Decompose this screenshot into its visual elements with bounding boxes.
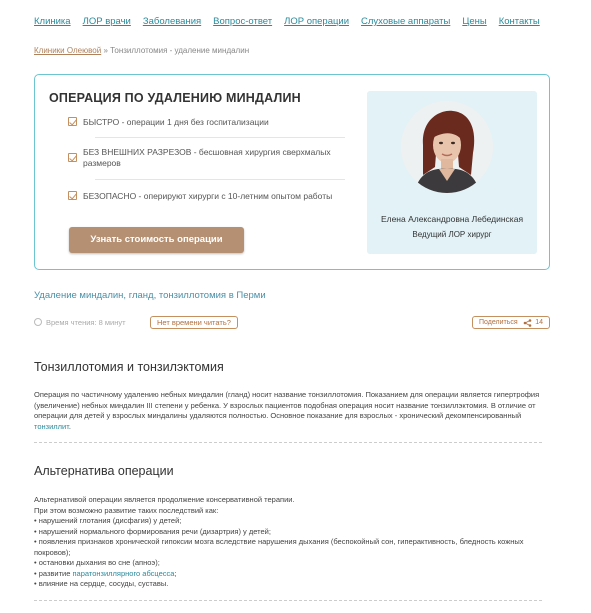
reading-time: Время чтения: 8 минут xyxy=(46,318,126,327)
benefit-divider xyxy=(95,179,345,180)
list-item: • влияние на сердце, сосуды, суставы. xyxy=(34,579,169,588)
checkbox-icon xyxy=(68,117,77,126)
page-subtitle: Удаление миндалин, гланд, тонзиллотомия в Перми xyxy=(34,290,266,301)
doctor-avatar xyxy=(401,101,493,193)
checkbox-icon xyxy=(68,153,77,162)
doctor-role: Ведущий ЛОР хирург xyxy=(412,230,492,239)
benefit-text: БЕЗОПАСНО - оперируют хирурги с 10-летним опытом работы xyxy=(83,191,333,201)
paragraph-text: Операция по частичному удалению небных миндалин (гланд) носит название тонзиллотомия. Показанием для операции является гипертрофия (увеличение) небных миндалин III степени у ребенка. У взрослых пациентов подобная операция носит название тонзиллэктомия. В отличие от операции для детей у взрослых миндалины удаляются полностью. Основное показание для взрослых - хронический декомпенсированный xyxy=(34,390,540,420)
breadcrumb-current: Тонзиллотомия - удаление миндалин xyxy=(110,46,250,55)
get-price-button[interactable]: Узнать стоимость операции xyxy=(69,227,244,253)
list-item xyxy=(34,569,544,580)
article-meta xyxy=(34,316,550,330)
breadcrumb-home-link[interactable]: Клиники Олеювой xyxy=(34,46,102,55)
nav-link-prices[interactable]: Цены xyxy=(462,16,487,27)
nav-link-faq[interactable]: Вопрос-ответ xyxy=(213,16,273,27)
share-label: Поделиться xyxy=(479,319,518,326)
benefit-text: БЕЗ ВНЕШНИХ РАЗРЕЗОВ - бесшовная хирургия сверхмалых размеров xyxy=(83,147,331,168)
operation-promo-card xyxy=(34,74,550,270)
top-nav xyxy=(34,16,540,27)
list-line: Альтернативой операции является продолжение консервативной терапии. xyxy=(34,495,295,504)
list-item: • появления признаков хронической гипоксии мозга вследствие нарушения дыхания (беспокойный сон, гиперактивность, бледность кожных покровов); xyxy=(34,537,524,557)
benefit-text: БЫСТРО - операции 1 дня без госпитализации xyxy=(83,117,269,127)
checkbox-icon xyxy=(68,191,77,200)
alternatives-list xyxy=(34,495,544,590)
section-divider xyxy=(34,442,542,443)
section-heading: Альтернатива операции xyxy=(34,464,174,478)
nav-link-clinic[interactable]: Клиника xyxy=(34,16,71,27)
share-count: 14 xyxy=(535,319,543,326)
nav-link-contacts[interactable]: Контакты xyxy=(498,16,540,27)
doctor-card xyxy=(367,91,537,254)
nav-link-hearing-aids[interactable]: Слуховые аппараты xyxy=(361,16,451,27)
benefit-divider xyxy=(95,137,345,138)
breadcrumb-separator: » xyxy=(103,46,108,55)
promo-title: ОПЕРАЦИЯ ПО УДАЛЕНИЮ МИНДАЛИН xyxy=(49,91,301,105)
list-item-prefix: • развитие xyxy=(34,568,73,578)
section-divider xyxy=(34,600,542,601)
nav-link-ent-operations[interactable]: ЛОР операции xyxy=(284,16,350,27)
nav-link-diseases[interactable]: Заболевания xyxy=(142,16,202,27)
list-item: • нарушений нормального формирования речи (дизартрия) у детей; xyxy=(34,526,271,536)
benefit-item xyxy=(73,191,343,202)
share-icon xyxy=(523,319,532,331)
no-time-to-read-button[interactable]: Нет времени читать? xyxy=(150,316,238,329)
section-paragraph xyxy=(34,390,544,432)
list-item-suffix: ; xyxy=(174,568,177,578)
list-line: При этом возможно развитие таких последствий как: xyxy=(34,505,219,515)
list-item: • остановки дыхания во сне (апноэ); xyxy=(34,558,160,567)
benefit-item xyxy=(73,117,343,128)
paragraph-end: . xyxy=(68,421,71,431)
section-heading: Тонзиллотомия и тонзилэктомия xyxy=(34,360,224,374)
clock-icon xyxy=(34,318,42,326)
nav-link-ent-doctors[interactable]: ЛОР врачи xyxy=(82,16,131,27)
share-button[interactable] xyxy=(472,316,550,329)
tonsillitis-link[interactable]: тонзиллит xyxy=(34,421,69,431)
breadcrumb xyxy=(34,46,249,55)
list-item: • нарушений глотания (дисфагия) у детей; xyxy=(34,516,182,525)
benefit-item xyxy=(73,147,343,169)
abscess-link[interactable]: паратонзиллярного абсцесса xyxy=(72,568,175,578)
doctor-name: Елена Александровна Лебединская xyxy=(380,214,524,224)
